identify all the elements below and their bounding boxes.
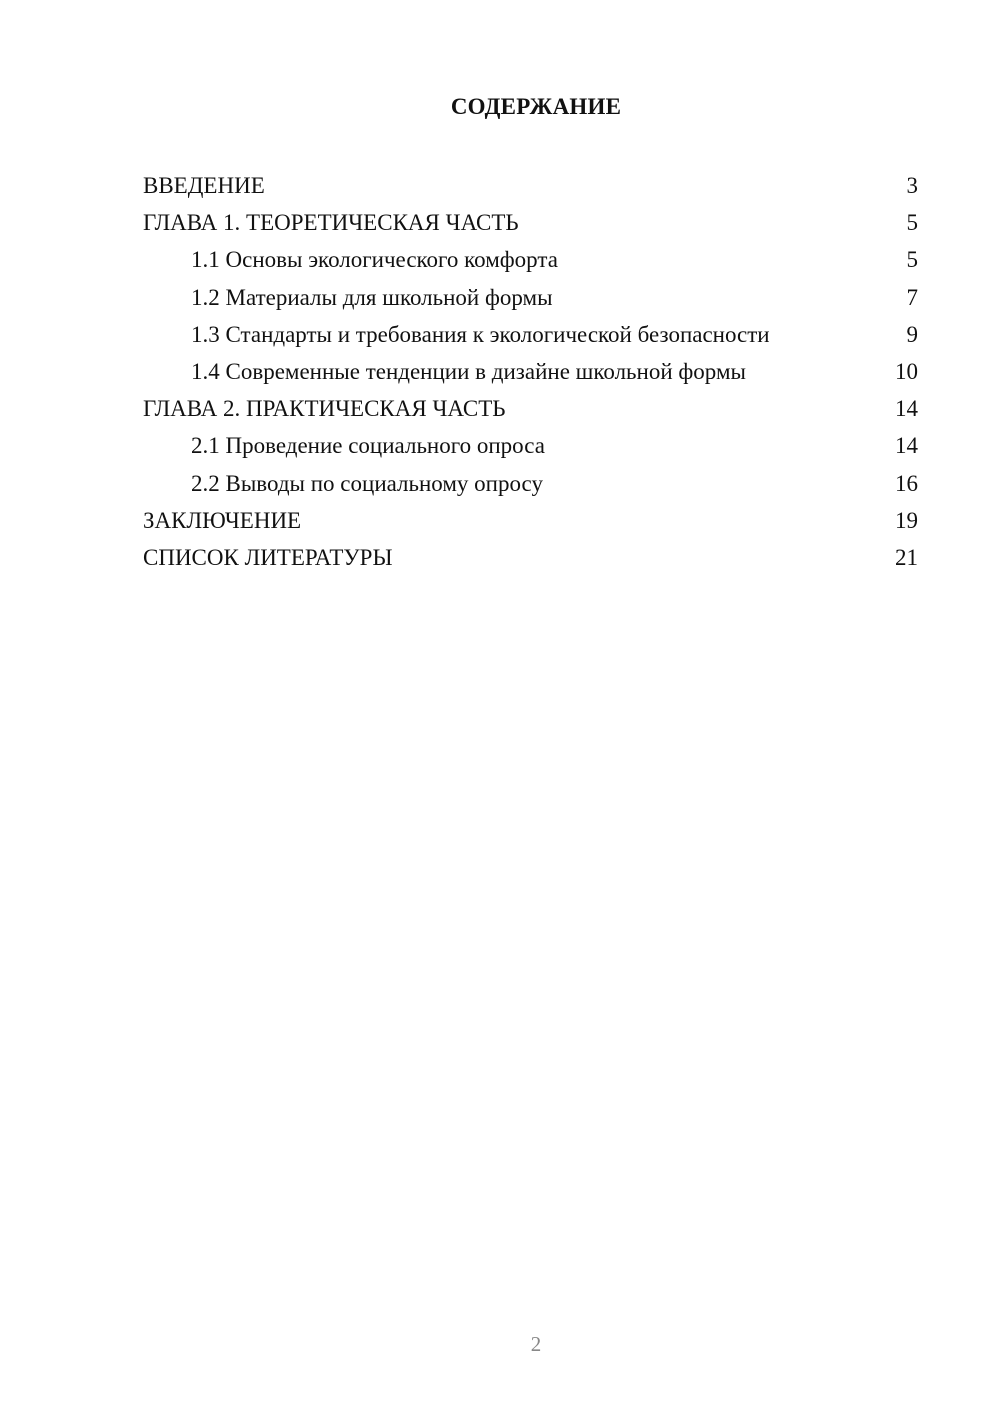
toc-subentry[interactable] [143, 353, 918, 390]
toc-entry-label: 1.1 Основы экологического комфорта [191, 247, 558, 273]
toc-entry-page: 5 [906, 247, 918, 273]
toc-entry-page: 9 [906, 321, 918, 347]
toc-entry-label: 1.3 Стандарты и требования к экологической безопасности [191, 321, 770, 347]
toc-entry-label: 1.4 Современные тенденции в дизайне школьной формы [191, 358, 746, 384]
toc-entry-label: 1.2 Материалы для школьной формы [191, 284, 553, 310]
toc-entry[interactable] [143, 502, 918, 539]
toc-entry-label: 2.1 Проведение социального опроса [191, 433, 545, 459]
toc-entry-label: ЗАКЛЮЧЕНИЕ [143, 507, 302, 533]
toc-entry-label: СПИСОК ЛИТЕРАТУРЫ [143, 544, 393, 570]
page-number: 2 [530, 1332, 542, 1356]
toc-entry-page: 5 [906, 210, 918, 236]
toc-entry-page: 21 [895, 544, 918, 570]
toc-entry-page: 16 [895, 470, 918, 496]
toc-subentry[interactable] [143, 427, 918, 464]
toc-entry-page: 14 [895, 396, 918, 422]
toc-entry-page: 10 [895, 358, 918, 384]
toc-entry-page: 19 [895, 507, 918, 533]
toc-entry-label: 2.2 Выводы по социальному опросу [191, 470, 543, 496]
toc-entry[interactable] [143, 539, 918, 576]
toc-subentry[interactable] [143, 279, 918, 316]
toc-entry-label: ВВЕДЕНИЕ [143, 173, 265, 198]
toc-entry-label: ГЛАВА 1. ТЕОРЕТИЧЕСКАЯ ЧАСТЬ [143, 210, 519, 236]
toc-subentry[interactable] [143, 465, 918, 502]
toc-entry[interactable] [143, 167, 918, 204]
page-title: СОДЕРЖАНИЕ [450, 94, 622, 119]
toc-entry-label: ГЛАВА 2. ПРАКТИЧЕСКАЯ ЧАСТЬ [143, 396, 506, 422]
toc-entry-page: 14 [895, 433, 918, 459]
toc-subentry[interactable] [143, 316, 918, 353]
toc-entry-page: 7 [906, 284, 918, 310]
toc-entry-page: 3 [906, 173, 918, 198]
table-of-contents [143, 167, 918, 576]
toc-entry[interactable] [143, 204, 918, 241]
toc-subentry[interactable] [143, 241, 918, 278]
toc-entry[interactable] [143, 390, 918, 427]
